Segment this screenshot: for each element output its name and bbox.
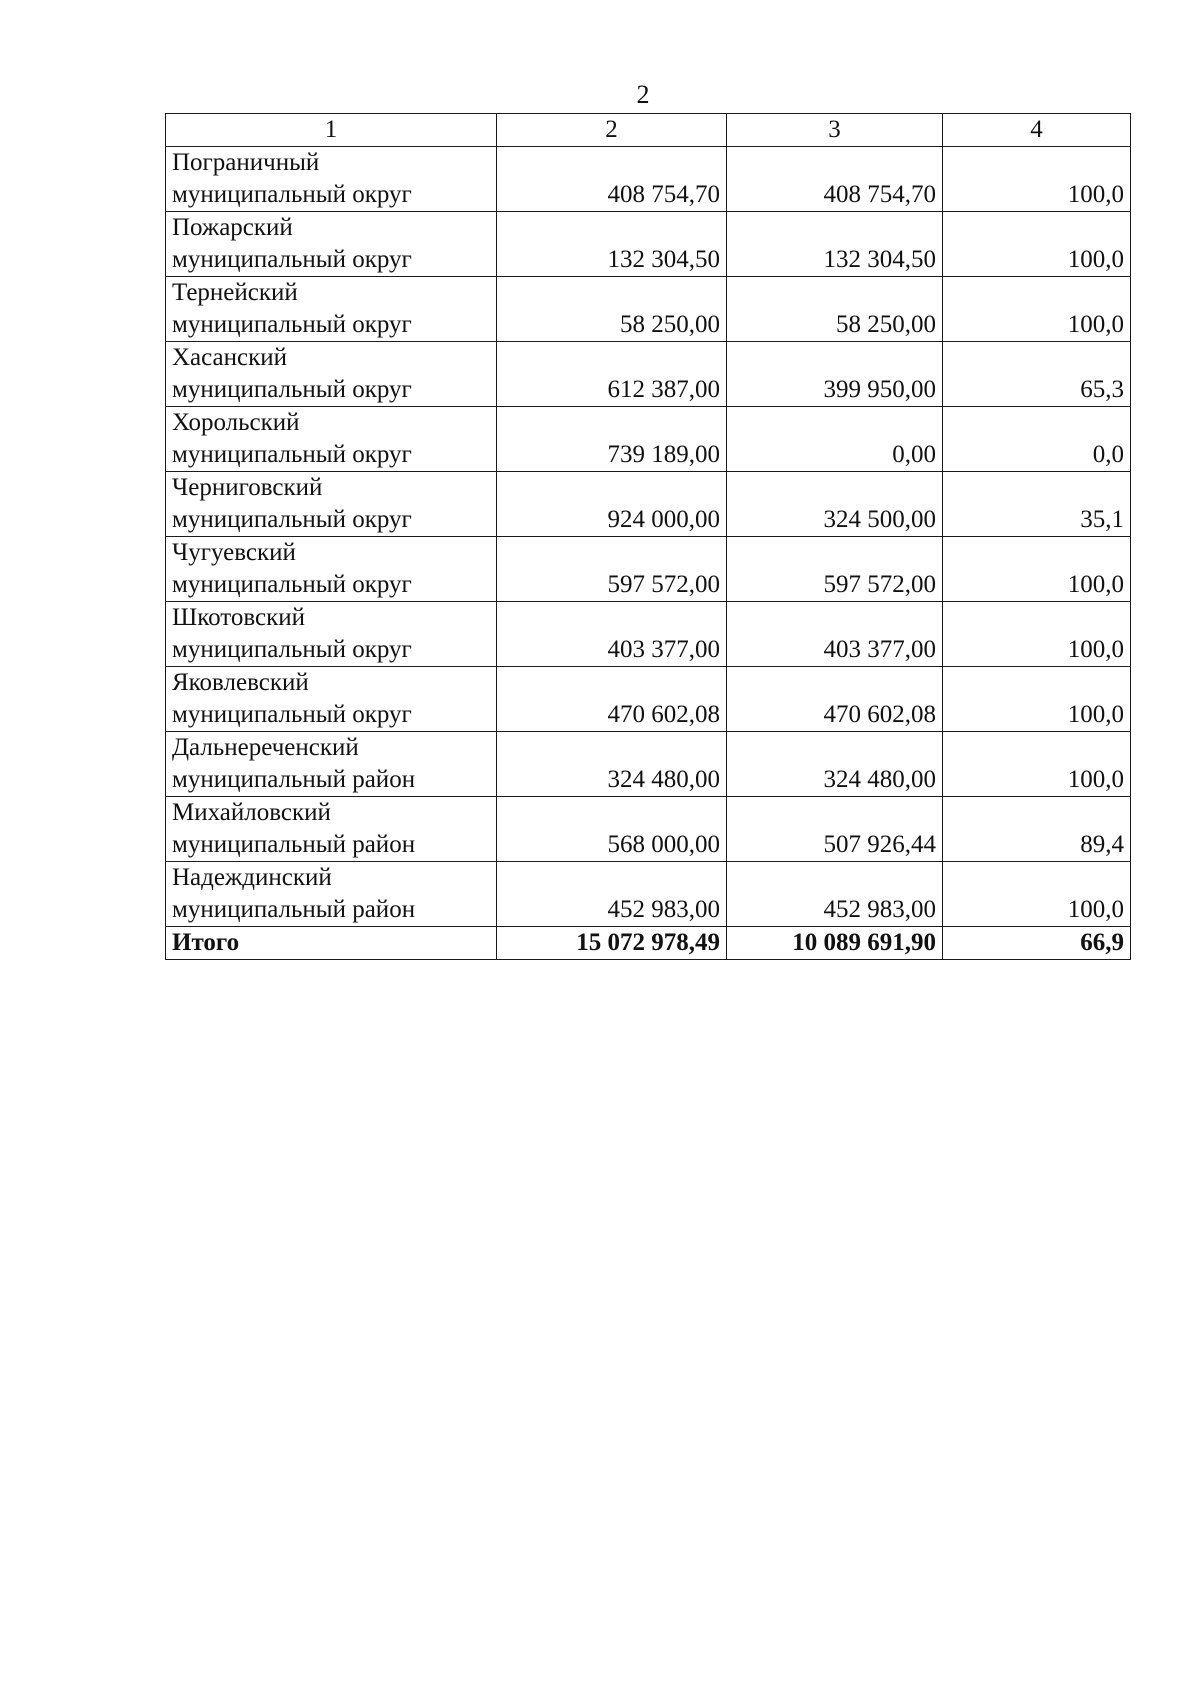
value-col2: 132 304,50 [497,212,727,277]
municipality-name: Пожарский [172,214,293,241]
value-col3: 324 500,00 [727,472,943,537]
table-row [166,537,1131,602]
municipality-name-cell [166,277,497,342]
value-col3: 597 572,00 [727,537,943,602]
column-header-2: 2 [497,114,727,147]
municipality-name: Чугуевский [172,539,296,566]
value-col2: 612 387,00 [497,342,727,407]
value-col3: 0,00 [727,407,943,472]
municipality-name-cell [166,537,497,602]
table-row [166,602,1131,667]
municipality-name: Михайловский [172,799,331,826]
municipality-type: муниципальный округ [172,701,412,728]
municipality-name: Пограничный [172,149,320,176]
value-col3: 58 250,00 [727,277,943,342]
value-col2: 568 000,00 [497,797,727,862]
municipality-type: муниципальный округ [172,571,412,598]
municipality-type: муниципальный округ [172,636,412,663]
municipality-name-cell [166,472,497,537]
municipality-name: Дальнереченский [172,734,359,761]
value-col4: 100,0 [943,147,1131,212]
value-col2: 924 000,00 [497,472,727,537]
municipality-name: Шкотовский [172,604,306,631]
municipality-name: Надеждинский [172,864,332,891]
page-number: 2 [636,80,650,109]
value-col3: 324 480,00 [727,732,943,797]
value-col4: 89,4 [943,797,1131,862]
table-row [166,147,1131,212]
total-row [166,927,1131,960]
table-row [166,667,1131,732]
municipality-name-cell [166,212,497,277]
value-col2: 470 602,08 [497,667,727,732]
table-row [166,342,1131,407]
value-col2: 739 189,00 [497,407,727,472]
value-col4: 100,0 [943,537,1131,602]
value-col2: 58 250,00 [497,277,727,342]
value-col3: 452 983,00 [727,862,943,927]
municipality-name-cell [166,667,497,732]
value-col3: 132 304,50 [727,212,943,277]
municipality-type: муниципальный округ [172,506,412,533]
value-col3: 403 377,00 [727,602,943,667]
table-header [166,114,1131,147]
value-col4: 35,1 [943,472,1131,537]
column-header-4: 4 [943,114,1131,147]
value-col4: 100,0 [943,602,1131,667]
municipality-type: муниципальный округ [172,441,412,468]
table-body [166,147,1131,960]
municipality-name-cell [166,862,497,927]
value-col3: 399 950,00 [727,342,943,407]
municipality-name-cell [166,407,497,472]
value-col3: 470 602,08 [727,667,943,732]
municipality-name: Хорольский [172,409,300,436]
header-row [166,114,1131,147]
municipality-name-cell [166,797,497,862]
table-row [166,407,1131,472]
municipality-name: Тернейский [172,279,298,306]
municipality-name-cell [166,602,497,667]
municipality-name: Черниговский [172,474,323,501]
municipality-type: муниципальный округ [172,311,412,338]
value-col4: 100,0 [943,862,1131,927]
value-col4: 0,0 [943,407,1131,472]
value-col4: 100,0 [943,212,1131,277]
table-row [166,277,1131,342]
municipality-type: муниципальный район [172,896,416,923]
column-header-3: 3 [727,114,943,147]
table-row [166,797,1131,862]
municipality-type: муниципальный район [172,766,416,793]
value-col4: 65,3 [943,342,1131,407]
table-row [166,472,1131,537]
municipality-type: муниципальный округ [172,181,412,208]
total-col4: 66,9 [943,927,1131,960]
municipality-type: муниципальный округ [172,376,412,403]
table-row [166,212,1131,277]
municipality-name: Яковлевский [172,669,309,696]
value-col3: 507 926,44 [727,797,943,862]
report-table [165,113,1131,960]
total-col2: 15 072 978,49 [497,927,727,960]
table-row [166,732,1131,797]
municipality-type: муниципальный округ [172,246,412,273]
value-col4: 100,0 [943,277,1131,342]
value-col4: 100,0 [943,732,1131,797]
total-col3: 10 089 691,90 [727,927,943,960]
value-col2: 403 377,00 [497,602,727,667]
municipality-type: муниципальный район [172,831,416,858]
value-col4: 100,0 [943,667,1131,732]
municipality-name-cell [166,732,497,797]
value-col2: 452 983,00 [497,862,727,927]
table-row [166,862,1131,927]
municipality-name: Хасанский [172,344,288,371]
municipality-name-cell [166,342,497,407]
column-header-1: 1 [166,114,497,147]
value-col2: 597 572,00 [497,537,727,602]
value-col2: 408 754,70 [497,147,727,212]
total-label: Итого [166,927,497,960]
value-col3: 408 754,70 [727,147,943,212]
value-col2: 324 480,00 [497,732,727,797]
municipality-name-cell [166,147,497,212]
